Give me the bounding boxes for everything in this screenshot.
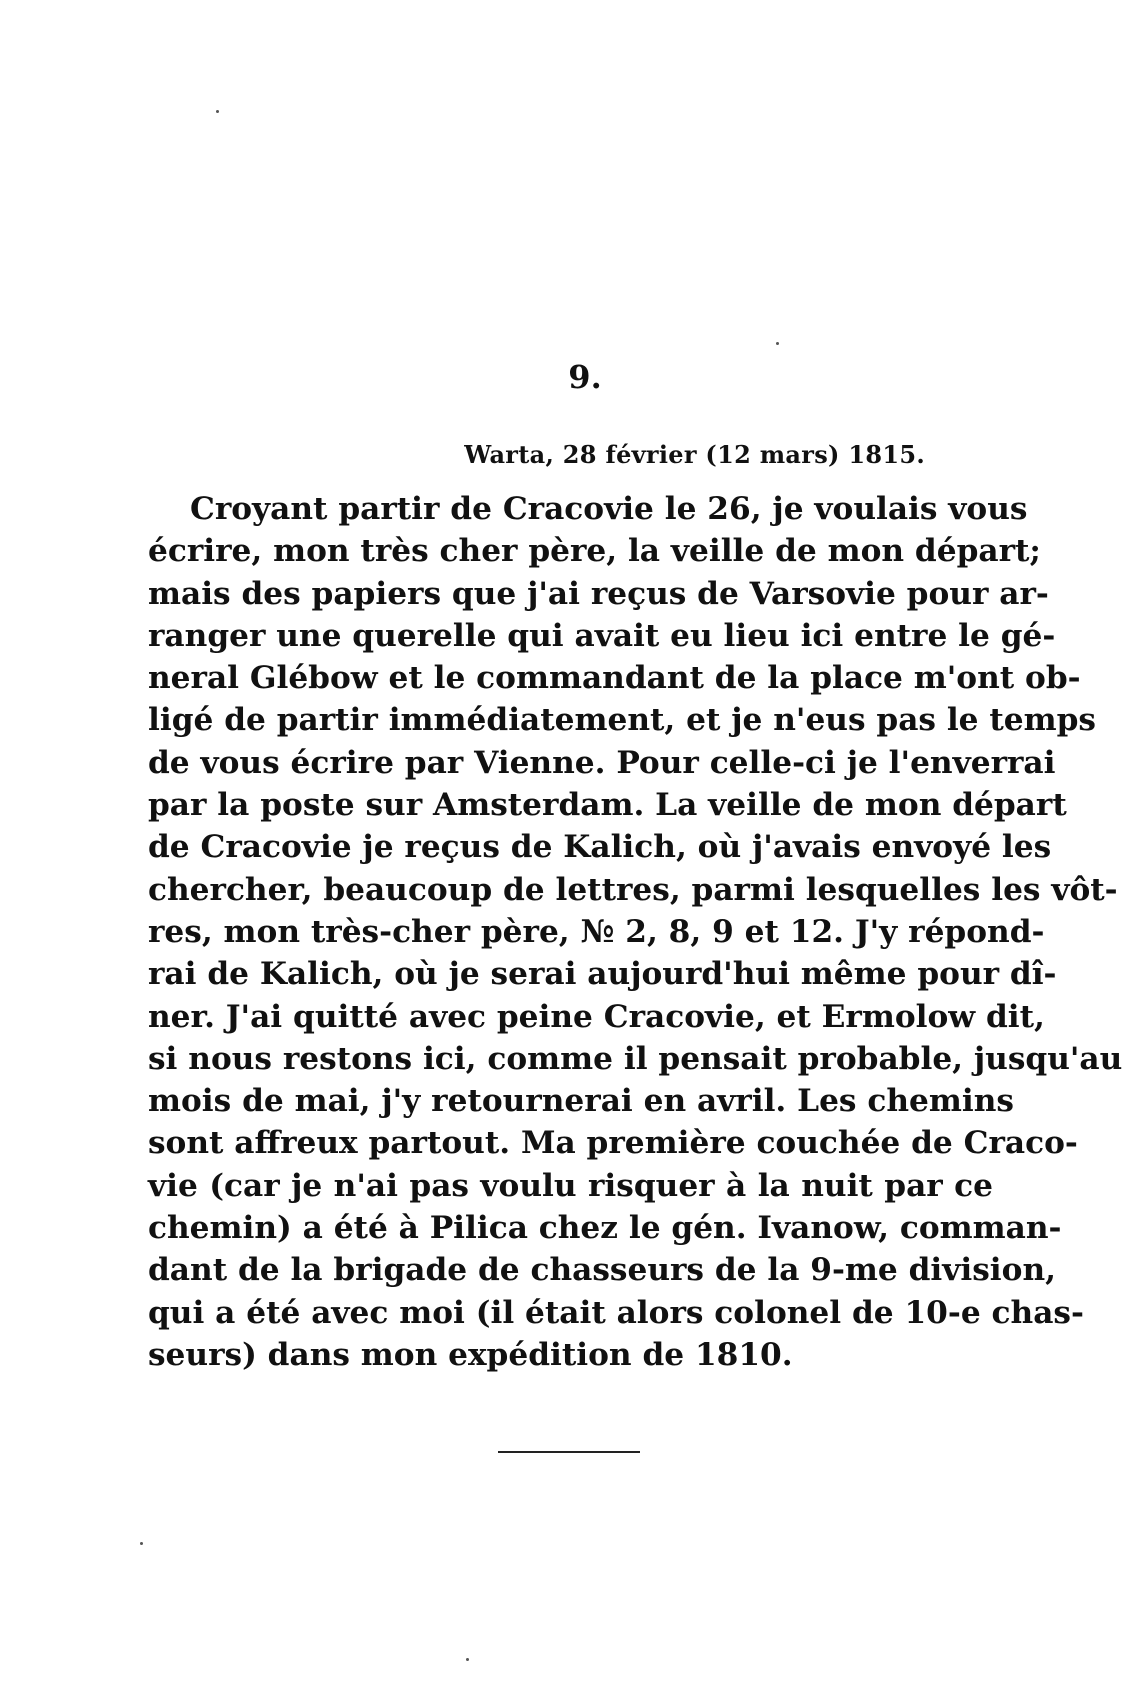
body-line: ner. J'ai quitté avec peine Cracovie, et Ermolow dit, [148, 998, 1045, 1035]
body-line: écrire, mon très cher père, la veille de mon départ; [148, 533, 1041, 570]
body-line: vie (car je n'ai pas voulu risquer à la nuit par ce [148, 1167, 993, 1204]
body-line: Croyant partir de Cracovie le 26, je voulais vous [190, 491, 1028, 527]
body-line: res, mon très-cher père, № 2, 8, 9 et 12. J'y répond- [148, 913, 1045, 950]
section-divider [498, 1451, 640, 1453]
body-line: chercher, beaucoup de lettres, parmi lesquelles les vôt- [148, 871, 1118, 908]
letter-body [148, 488, 1123, 1376]
body-line: sont affreux partout. Ma première couchée de Craco- [148, 1125, 1078, 1162]
body-line: neral Glébow et le commandant de la place m'ont ob- [148, 660, 1081, 697]
body-line: dant de la brigade de chasseurs de la 9-me division, [148, 1252, 1056, 1289]
body-line: ranger une querelle qui avait eu lieu ici entre le gé- [148, 617, 1056, 654]
body-line: de Cracovie je reçus de Kalich, où j'avais envoyé les [148, 829, 1052, 866]
scan-speck [776, 342, 779, 345]
body-line: si nous restons ici, comme il pensait probable, jusqu'au [148, 1040, 1123, 1077]
letter-number: 9. [568, 358, 602, 396]
body-line: qui a été avec moi (il était alors colonel de 10-e chas- [148, 1294, 1084, 1331]
body-line: rai de Kalich, où je serai aujourd'hui même pour dî- [148, 956, 1057, 993]
body-line: mois de mai, j'y retournerai en avril. Les chemins [148, 1083, 1014, 1120]
scan-speck [140, 1542, 143, 1545]
body-line: chemin) a été à Pilica chez le gén. Ivanow, comman- [148, 1210, 1062, 1247]
scan-speck [466, 1658, 469, 1661]
body-line: seurs) dans mon expédition de 1810. [148, 1336, 793, 1373]
body-line: de vous écrire par Vienne. Pour celle-ci je l'enverrai [148, 744, 1056, 781]
body-line: mais des papiers que j'ai reçus de Varsovie pour ar- [148, 575, 1049, 612]
body-line: par la poste sur Amsterdam. La veille de mon départ [148, 787, 1067, 824]
scan-speck [216, 110, 219, 113]
letter-dateline: Warta, 28 février (12 mars) 1815. [464, 440, 925, 469]
body-line: ligé de partir immédiatement, et je n'eus pas le temps [148, 702, 1096, 739]
